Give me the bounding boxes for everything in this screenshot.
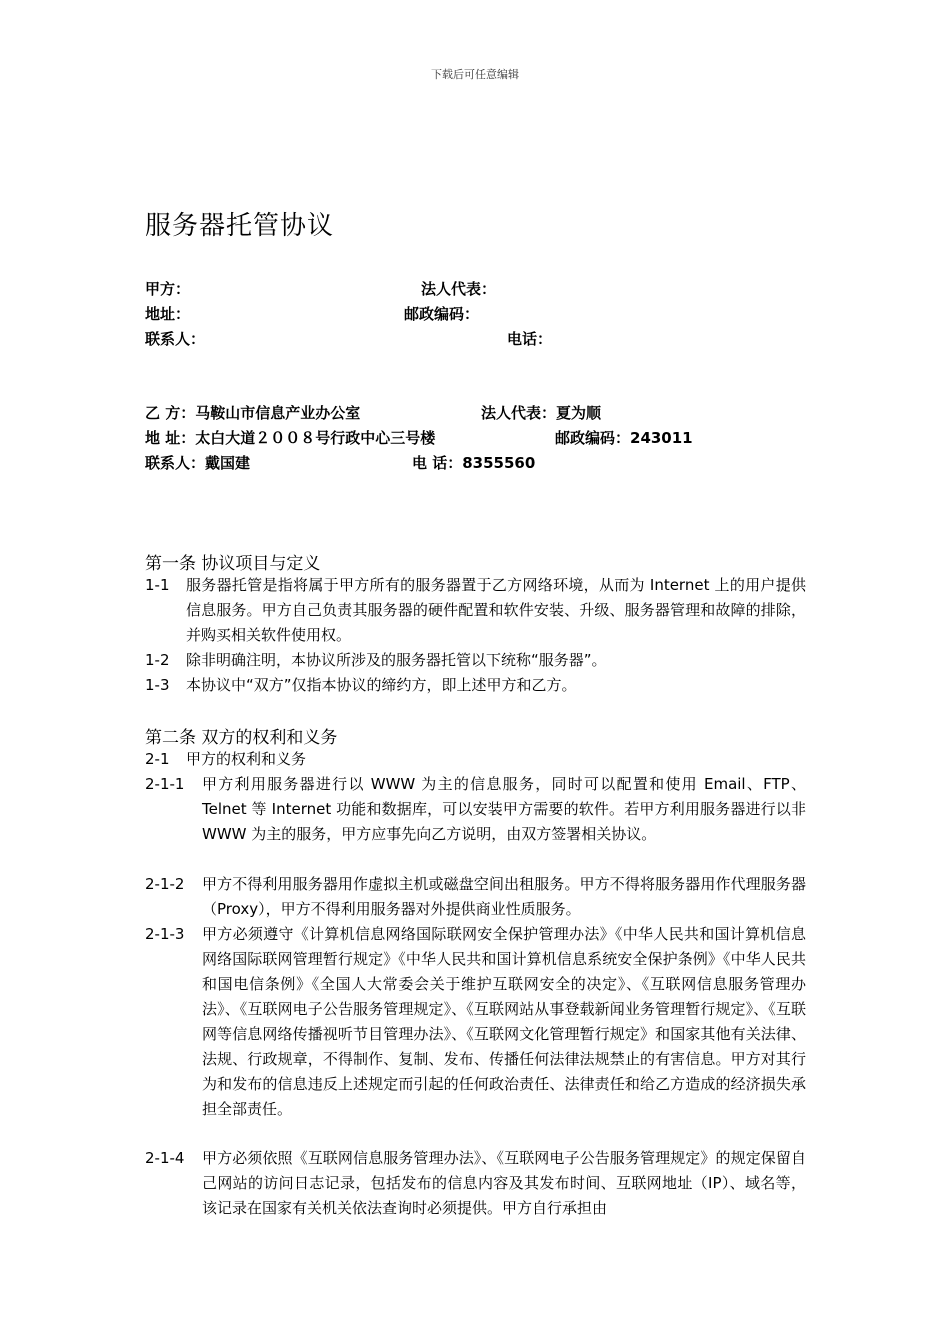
- clause-text: 本协议中“双方”仅指本协议的缔约方，即上述甲方和乙方。: [186, 676, 577, 694]
- clause-text: 甲方不得利用服务器用作虚拟主机或磁盘空间出租服务。甲方不得将服务器用作代理服务器（Proxy），甲方不得利用服务器对外提供商业性质服务。: [202, 875, 806, 918]
- party-b-name: 乙 方：马鞍山市信息产业办公室: [145, 404, 361, 422]
- party-a-postcode-label: 邮政编码：: [404, 305, 480, 323]
- section-2-title: 第二条 双方的权利和义务: [145, 728, 338, 748]
- clause-2-1-1: [145, 772, 806, 847]
- clause-1-2: [145, 648, 806, 673]
- party-b-address: 地 址：太白大道２００８号行政中心三号楼: [145, 429, 436, 447]
- party-a-name-label: 甲方：: [145, 280, 191, 298]
- party-a-phone-label: 电话：: [507, 330, 553, 348]
- party-b-contact: 联系人：戴国建: [145, 454, 251, 472]
- party-b-phone: 电 话：8355560: [412, 454, 536, 472]
- document-title: 服务器托管协议: [145, 211, 335, 241]
- party-b-postcode: 邮政编码：243011: [555, 429, 693, 447]
- clause-number: 2-1: [145, 750, 170, 768]
- clause-number: 2-1-4: [145, 1149, 185, 1167]
- clause-number: 2-1-1: [145, 775, 185, 793]
- header-note: 下载后可任意编辑: [431, 68, 519, 81]
- clause-text: 甲方必须依照《互联网信息服务管理办法》、《互联网电子公告服务管理规定》的规定保留自己网站的访问日志记录，包括发布的信息内容及其发布时间、互联网地址（IP）、域名等，该记录在国家有关机关依法查询时必须提供。甲方自行承担由: [202, 1149, 806, 1217]
- section-1-title: 第一条 协议项目与定义: [145, 554, 321, 574]
- clause-2-1-4: [145, 1146, 806, 1221]
- party-a-contact-label: 联系人：: [145, 330, 206, 348]
- clause-1-1: [145, 573, 806, 648]
- clause-2-1-2: [145, 872, 806, 922]
- clause-number: 2-1-3: [145, 925, 185, 943]
- clause-text: 除非明确注明，本协议所涉及的服务器托管以下统称“服务器”。: [186, 651, 607, 669]
- clause-text: 甲方必须遵守《计算机信息网络国际联网安全保护管理办法》《中华人民共和国计算机信息网络国际联网管理暂行规定》《中华人民共和国计算机信息系统安全保护条例》《中华人民共和国电信条例》《全国人大常委会关于维护互联网安全的决定》、《互联网信息服务管理办法》、《互联网电子公告服务管理规定》、《互联网站从事登载新闻业务管理暂行规定》、《互联网等信息网络传播视听节目管理办法》、《互联网文化管理暂行规定》和国家其他有关法律、法规、行政规章，不得制作、复制、发布、传播任何法律法规禁止的有害信息。甲方对其行为和发布的信息违反上述规定而引起的任何政治责任、法律责任和给乙方造成的经济损失承担全部责任。: [202, 925, 806, 1118]
- clause-number: 2-1-2: [145, 875, 185, 893]
- clause-text: 服务器托管是指将属于甲方所有的服务器置于乙方网络环境，从而为 Internet 上的用户提供信息服务。甲方自己负责其服务器的硬件配置和软件安装、升级、服务器管理和故障的排除，并购买相关软件使用权。: [186, 576, 806, 644]
- clause-1-3: [145, 673, 806, 698]
- clause-number: 1-3: [145, 676, 170, 694]
- clause-number: 1-1: [145, 576, 170, 594]
- clause-number: 1-2: [145, 651, 170, 669]
- clause-text: 甲方利用服务器进行以 WWW 为主的信息服务，同时可以配置和使用 Email、FTP、Telnet 等 Internet 功能和数据库，可以安装甲方需要的软件。若甲方利用服务器进行以非 WWW 为主的服务，甲方应事先向乙方说明，由双方签署相关协议。: [202, 775, 806, 843]
- party-b-rep: 法人代表：夏为顺: [481, 404, 602, 422]
- clause-2-1-3: [145, 922, 806, 1122]
- party-a-rep-label: 法人代表：: [421, 280, 497, 298]
- party-a-address-label: 地址：: [145, 305, 191, 323]
- clause-text: 甲方的权利和义务: [186, 750, 307, 768]
- clause-2-1: [145, 747, 806, 772]
